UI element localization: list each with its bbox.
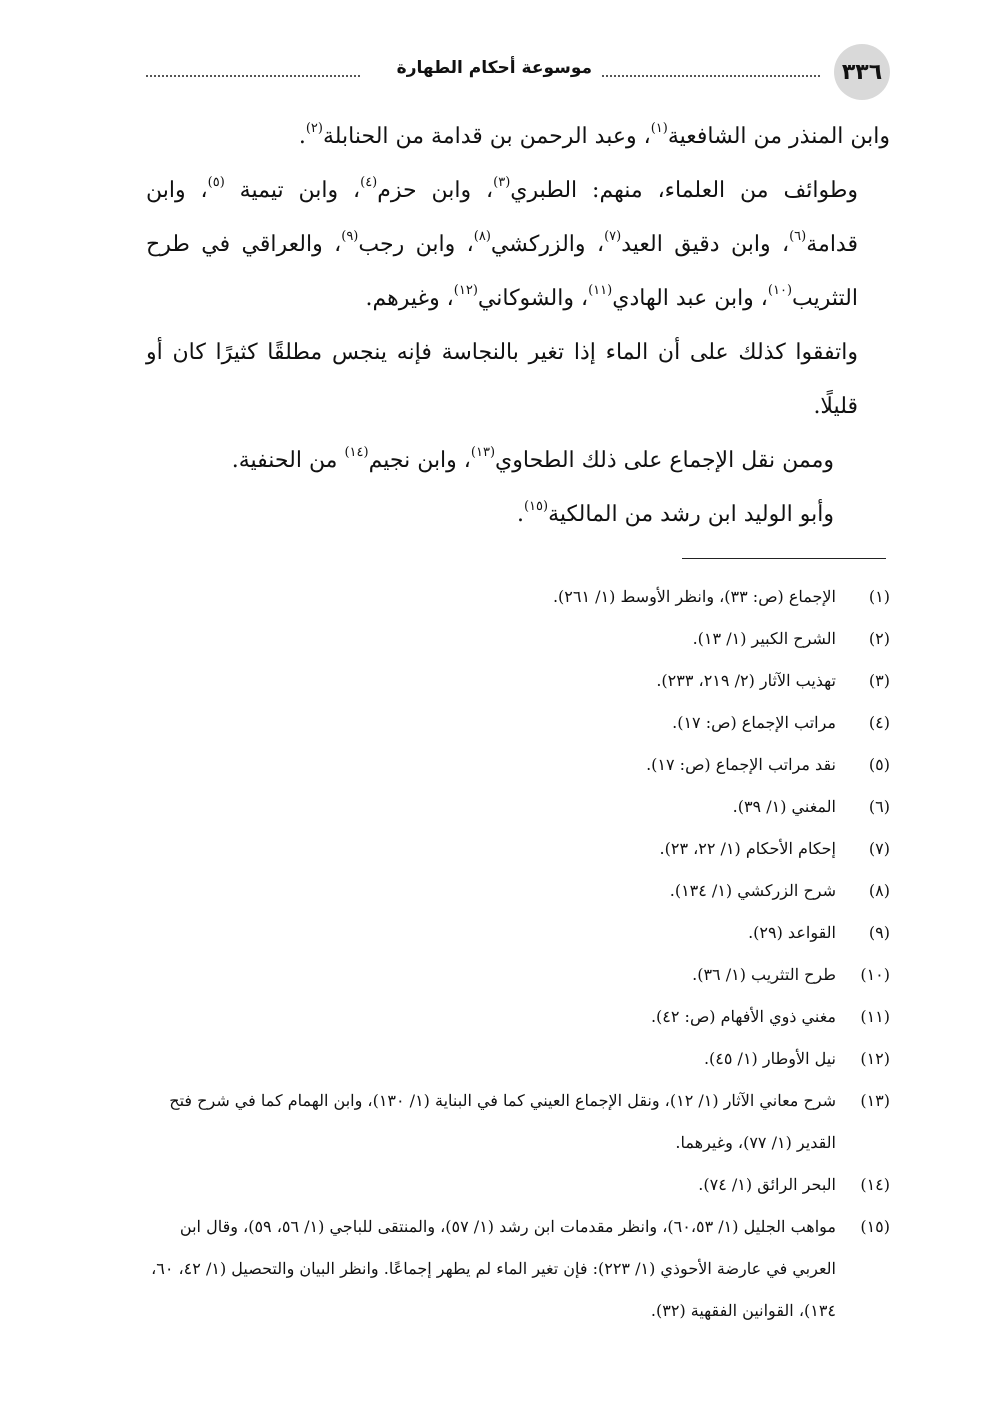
footnote-ref-8[interactable]: (٨): [473, 229, 491, 244]
footnote-number: (٣): [868, 671, 890, 690]
text-run: وأبو الوليد ابن رشد من المالكية: [548, 502, 834, 527]
footnote-item: [146, 1080, 890, 1164]
footnote-ref-12[interactable]: (١٢): [453, 283, 478, 298]
text-run: ، والشوكاني: [477, 286, 589, 311]
footnote-text: نقد مراتب الإجماع (ص: ١٧).: [646, 755, 836, 774]
footnote-text: مواهب الجليل (١/ ٦٠،٥٣)، وانظر مقدمات ابن رشد (١/ ٥٧)، والمنتقى للباجي (١/ ٥٦، ٥٩)، وقال ابن العربي في عارضة الأحوذي (١/ ٢٢٣): فإن تغير الماء لم يطهر إجماعًا. وانظر البيان والتحصيل (١/ ٤٢، ٦٠، ١٣٤)، القوانين الفقهية (٣٢).: [151, 1217, 836, 1320]
header-dotted-rule-left: [146, 75, 360, 77]
footnote-number: (١١): [860, 1007, 890, 1026]
text-run: وطوائف من العلماء، منهم: الطبري: [510, 178, 858, 203]
footnote-ref-7[interactable]: (٧): [604, 229, 622, 244]
footnote-number: (٩): [868, 923, 890, 942]
footnotes: [146, 576, 890, 1332]
footnote-text: شرح معاني الآثار (١/ ١٢)، ونقل الإجماع العيني كما في البناية (١/ ١٣٠)، وابن الهمام كما في شرح فتح القدير (١/ ٧٧)، وغيرهما.: [169, 1091, 836, 1152]
page-header: [146, 44, 890, 104]
footnote-item: [146, 786, 890, 828]
footnote-number: (٦): [868, 797, 890, 816]
footnote-ref-11[interactable]: (١١): [588, 283, 613, 298]
footnote-number: (٨): [868, 881, 890, 900]
footnote-item: [146, 618, 890, 660]
footnote-number: (١٣): [860, 1091, 890, 1110]
footnote-text: تهذيب الآثار (٢/ ٢١٩، ٢٣٣).: [656, 671, 836, 690]
text-run: ، وابن رجب: [358, 232, 474, 257]
footnote-item: [146, 1206, 890, 1332]
paragraph-2: [146, 164, 890, 326]
footnote-ref-4[interactable]: (٤): [360, 175, 378, 190]
footnote-item: [146, 660, 890, 702]
footnote-ref-2[interactable]: (٢): [305, 121, 323, 136]
paragraph-4: [146, 434, 890, 488]
footnote-text: مغني ذوي الأفهام (ص: ٤٢).: [650, 1007, 836, 1026]
text-run: .: [298, 124, 306, 149]
footnote-item: [146, 954, 890, 996]
paragraph-1: [146, 110, 890, 164]
text-run: ، وابن قدامة: [146, 178, 858, 257]
footnote-text: إحكام الأحكام (١/ ٢٢، ٢٣).: [659, 839, 836, 858]
paragraph-3: واتفقوا كذلك على أن الماء إذا تغير بالنجاسة فإنه ينجس مطلقًا كثيرًا كان أو قليلًا.: [146, 340, 858, 419]
footnote-item: [146, 1038, 890, 1080]
text-run: من الحنفية.: [231, 448, 345, 473]
text-run: ، وابن نجيم: [368, 448, 471, 473]
footnote-text: البحر الرائق (١/ ٧٤).: [698, 1175, 836, 1194]
footnote-number: (٥): [868, 755, 890, 774]
footnote-number: (١): [868, 587, 890, 606]
footnote-text: القواعد (٢٩).: [748, 923, 836, 942]
footnote-ref-9[interactable]: (٩): [341, 229, 359, 244]
footnote-item: [146, 828, 890, 870]
text-run: .: [516, 502, 524, 527]
text-run: ، وابن دقيق العيد: [621, 232, 790, 257]
footnote-item: [146, 744, 890, 786]
text-run: ، وابن عبد الهادي: [612, 286, 768, 311]
footnote-item: [146, 912, 890, 954]
footnote-text: الشرح الكبير (١/ ١٣).: [692, 629, 836, 648]
footnote-ref-14[interactable]: (١٤): [344, 445, 369, 460]
footnote-separator: [682, 558, 886, 559]
footnote-text: المغني (١/ ٣٩).: [732, 797, 836, 816]
footnote-item: [146, 996, 890, 1038]
footnote-number: (٢): [868, 629, 890, 648]
footnote-number: (١٢): [860, 1049, 890, 1068]
footnote-number: (١٠): [860, 965, 890, 984]
footnote-ref-15[interactable]: (١٥): [523, 499, 549, 514]
footnote-item: [146, 576, 890, 618]
footnote-number: (١٤): [860, 1175, 890, 1194]
footnote-text: طرح التثريب (١/ ٣٦).: [692, 965, 836, 984]
footnote-number: (٤): [868, 713, 890, 732]
text-run: وابن المنذر من الشافعية: [667, 124, 890, 149]
footnote-number: (١٥): [860, 1217, 890, 1236]
footnote-text: مراتب الإجماع (ص: ١٧).: [672, 713, 836, 732]
footnote-item: [146, 702, 890, 744]
footnote-ref-1[interactable]: (١): [650, 121, 668, 136]
footnote-item: [146, 1164, 890, 1206]
running-title: موسوعة أحكام الطهارة: [396, 58, 592, 78]
text-run: ، والزركشي: [490, 232, 605, 257]
text-run: وممن نقل الإجماع على ذلك الطحاوي: [495, 448, 834, 473]
header-dotted-rule-right: [602, 75, 820, 77]
text-run: ، والعراقي في طرح التثريب: [146, 232, 858, 311]
footnote-item: [146, 870, 890, 912]
text-run: ، وابن تيمية: [224, 178, 361, 203]
main-text: [146, 110, 890, 542]
footnote-ref-5[interactable]: (٥): [207, 175, 225, 190]
footnote-ref-13[interactable]: (١٣): [470, 445, 496, 460]
footnote-number: (٧): [868, 839, 890, 858]
text-run: ، وابن حزم: [377, 178, 494, 203]
footnote-ref-10[interactable]: (١٠): [767, 283, 793, 298]
footnote-text: نيل الأوطار (١/ ٤٥).: [703, 1049, 836, 1068]
text-run: ، وغيرهم.: [365, 286, 454, 311]
footnote-text: شرح الزركشي (١/ ١٣٤).: [669, 881, 836, 900]
text-run: ، وعبد الرحمن بن قدامة من الحنابلة: [322, 124, 651, 149]
footnote-text: الإجماع (ص: ٣٣)، وانظر الأوسط (١/ ٢٦١).: [552, 587, 836, 606]
footnote-ref-6[interactable]: (٦): [789, 229, 807, 244]
page-number: ٣٣٦: [834, 44, 890, 100]
footnote-ref-3[interactable]: (٣): [493, 175, 511, 190]
paragraph-5: [146, 488, 890, 542]
